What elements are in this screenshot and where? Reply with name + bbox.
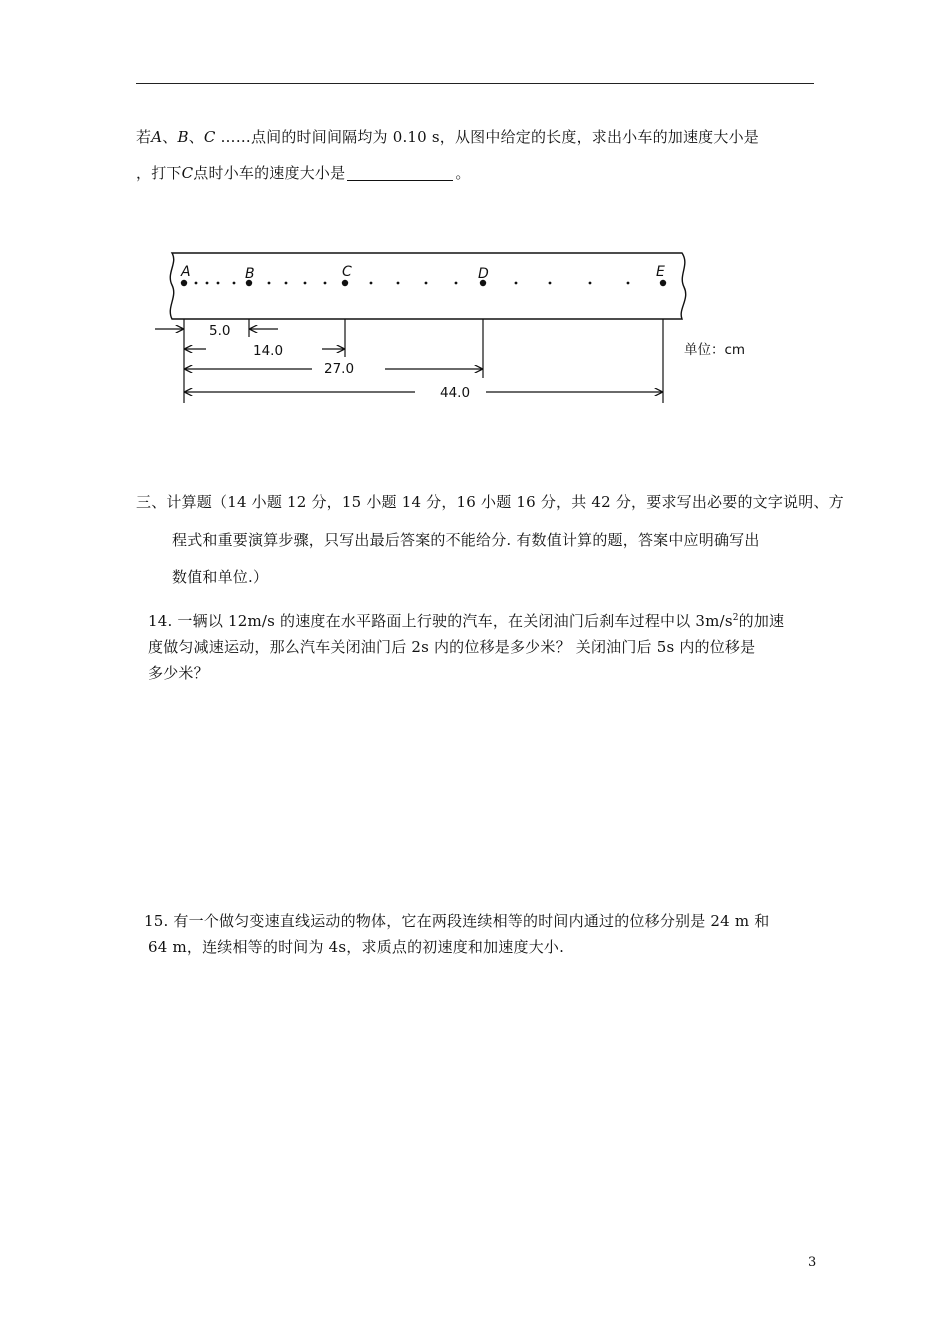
ticker-tape-figure bbox=[150, 245, 790, 410]
point-a-label: A bbox=[181, 264, 191, 280]
q13-text: 。 bbox=[455, 164, 471, 182]
separator: 、 bbox=[162, 128, 178, 146]
point-label-c: C bbox=[181, 164, 194, 182]
unit-label: 单位：cm bbox=[684, 342, 746, 358]
q13-text: ……点间的时间间隔均为 0.10 s，从图中给定的长度，求出小车的加速度大小是 bbox=[215, 128, 759, 146]
point-e-label: E bbox=[656, 264, 665, 280]
separator: 、 bbox=[188, 128, 204, 146]
section3-line2: 程式和重要演算步骤，只写出最后答案的不能给分. 有数值计算的题，答案中应明确写出 bbox=[172, 531, 760, 549]
point-b-label: B bbox=[245, 266, 255, 282]
point-label-a: A bbox=[151, 128, 163, 146]
dot-e bbox=[660, 280, 666, 286]
superscript: 2 bbox=[732, 613, 739, 623]
q13-text: 若 bbox=[136, 128, 152, 146]
page-number: 3 bbox=[808, 1255, 817, 1270]
section3-line3: 数值和单位.） bbox=[172, 568, 269, 586]
dim-label-44: 44.0 bbox=[440, 385, 471, 401]
q14-text: 14. 一辆以 12m/s 的速度在水平路面上行驶的汽车，在关闭油门后刹车过程中以 3m/s bbox=[148, 612, 733, 630]
answer-blank[interactable] bbox=[347, 166, 453, 181]
point-c-label: C bbox=[342, 264, 352, 280]
q14-line2: 度做匀减速运动，那么汽车关闭油门后 2s 内的位移是多少米？ 关闭油门后 5s 内的位移是 bbox=[148, 638, 756, 656]
q14-line3: 多少米？ bbox=[148, 664, 209, 682]
point-label-c: C bbox=[203, 128, 216, 146]
dim-label-27: 27.0 bbox=[324, 361, 355, 377]
point-label-b: B bbox=[177, 128, 189, 146]
dot-c bbox=[342, 280, 348, 286]
point-d-label: D bbox=[478, 266, 489, 282]
q14-text: 的加速 bbox=[738, 612, 785, 630]
q14-line1 bbox=[148, 614, 784, 629]
tape-outline bbox=[170, 253, 685, 319]
q13-line1 bbox=[136, 130, 759, 145]
dim-label-5: 5.0 bbox=[209, 323, 231, 339]
dot-a bbox=[181, 280, 187, 286]
q13-text: 点时小车的速度大小是 bbox=[193, 164, 346, 182]
dim-label-14: 14.0 bbox=[253, 343, 284, 359]
header-rule bbox=[136, 83, 814, 84]
q15-line1: 15. 有一个做匀变速直线运动的物体，它在两段连续相等的时间内通过的位移分别是 24 m 和 bbox=[144, 912, 770, 930]
section3-line1: 三、计算题（14 小题 12 分，15 小题 14 分，16 小题 16 分，共 42 分，要求写出必要的文字说明、方 bbox=[136, 493, 844, 511]
q13-text: ，打下 bbox=[136, 164, 182, 182]
q15-line2: 64 m，连续相等的时间为 4s，求质点的初速度和加速度大小. bbox=[148, 938, 565, 956]
q13-line2 bbox=[136, 166, 471, 181]
